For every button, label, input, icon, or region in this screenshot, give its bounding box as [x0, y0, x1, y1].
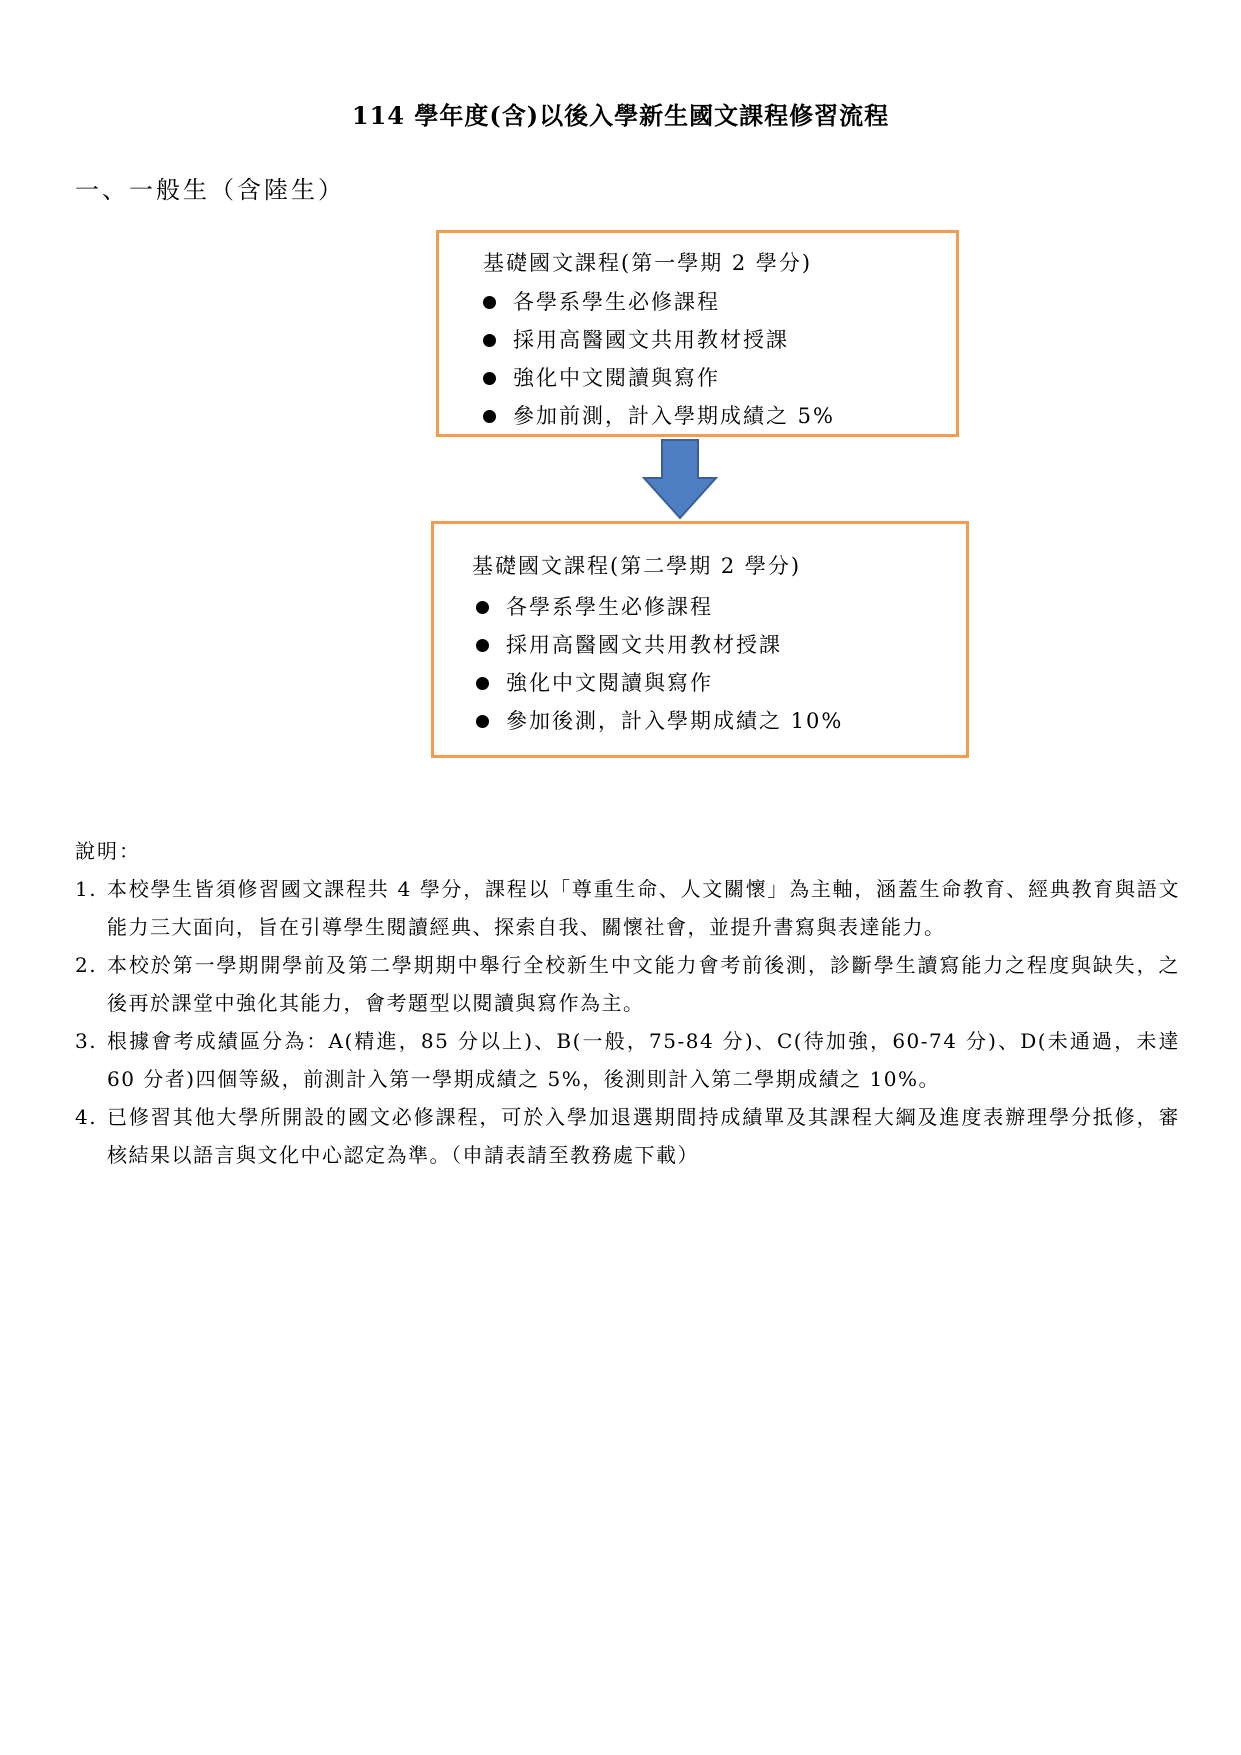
list-item: [483, 397, 835, 435]
list-item: [476, 702, 843, 740]
note-number: 4.: [75, 1105, 98, 1129]
list-item: [483, 283, 835, 321]
list-item: [476, 626, 843, 664]
note-item: [75, 1022, 1180, 1098]
list-item: [483, 321, 835, 359]
bullet-icon: [476, 639, 489, 652]
bullet-icon: [476, 601, 489, 614]
first-semester-bullet-list: [483, 283, 835, 435]
list-item-text: 採用高醫國文共用教材授課: [513, 328, 789, 352]
bullet-icon: [483, 372, 496, 385]
first-semester-course-title: 基礎國文課程(第一學期 2 學分): [483, 251, 813, 275]
note-item: [75, 870, 1180, 946]
list-item: [483, 359, 835, 397]
bullet-icon: [483, 410, 496, 423]
list-item: [476, 588, 843, 626]
note-number: 2.: [75, 953, 98, 977]
list-item-text: 採用高醫國文共用教材授課: [506, 633, 782, 657]
bullet-icon: [483, 296, 496, 309]
section-heading: 一、一般生（含陸生）: [75, 176, 345, 204]
note-item: [75, 1098, 1180, 1174]
second-semester-course-title: 基礎國文課程(第二學期 2 學分): [472, 554, 802, 578]
note-text: 根據會考成績區分為：A(精進，85 分以上)、B(一般，75-84 分)、C(待加強，60-74 分)、D(未通過，未達 60 分者)四個等級，前測計入第一學期成績之 5%，後測則計入第二學期成績之 10%。: [107, 1029, 1180, 1091]
list-item-text: 各學系學生必修課程: [506, 595, 713, 619]
page-title: 114 學年度(含)以後入學新生國文課程修習流程: [351, 101, 890, 130]
note-text: 本校學生皆須修習國文課程共 4 學分，課程以「尊重生命、人文關懷」為主軸，涵蓋生命教育、經典教育與語文能力三大面向，旨在引導學生閱讀經典、探索自我、關懷社會，並提升書寫與表達能力。: [107, 877, 1180, 939]
note-text: 本校於第一學期開學前及第二學期期中舉行全校新生中文能力會考前後測，診斷學生讀寫能力之程度與缺失，之後再於課堂中強化其能力，會考題型以閱讀與寫作為主。: [107, 953, 1180, 1015]
bullet-icon: [476, 715, 489, 728]
bullet-icon: [476, 677, 489, 690]
note-number: 1.: [75, 877, 98, 901]
note-number: 3.: [75, 1029, 98, 1053]
first-semester-course-box: [436, 230, 959, 437]
list-item-text: 強化中文閱讀與寫作: [506, 671, 713, 695]
list-item-text: 參加後測，計入學期成績之 10%: [506, 709, 844, 733]
list-item-text: 強化中文閱讀與寫作: [513, 366, 720, 390]
list-item: [476, 664, 843, 702]
second-semester-course-box: [431, 521, 969, 758]
list-item-text: 各學系學生必修課程: [513, 290, 720, 314]
bullet-icon: [483, 334, 496, 347]
second-semester-bullet-list: [476, 588, 843, 740]
notes-list: [75, 870, 1180, 1174]
down-arrow-icon: [640, 438, 720, 520]
note-text: 已修習其他大學所開設的國文必修課程，可於入學加退選期間持成績單及其課程大綱及進度表辦理學分抵修，審核結果以語言與文化中心認定為準。（申請表請至教務處下載）: [107, 1105, 1180, 1167]
notes-label: 說明：: [75, 839, 141, 863]
note-item: [75, 946, 1180, 1022]
list-item-text: 參加前測，計入學期成績之 5%: [513, 404, 835, 428]
